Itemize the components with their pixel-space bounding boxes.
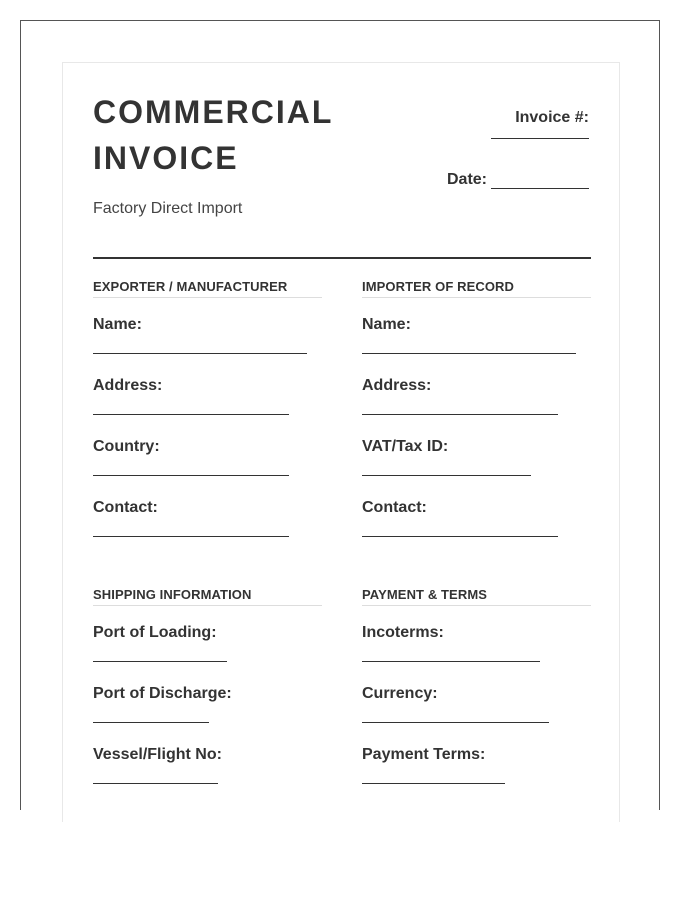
exporter-contact-label: Contact:: [93, 499, 158, 516]
importer-vat-field: [362, 420, 591, 481]
importer-vat-label: VAT/Tax ID:: [362, 438, 449, 455]
importer-section: [362, 279, 591, 542]
exporter-name-input[interactable]: [93, 353, 307, 354]
port-of-loading-input[interactable]: [93, 661, 227, 662]
vessel-flight-input[interactable]: [93, 783, 218, 784]
incoterms-field: [362, 606, 591, 667]
importer-name-input[interactable]: [362, 353, 576, 354]
document-subtitle: Factory Direct Import: [93, 200, 243, 217]
importer-vat-input[interactable]: [362, 475, 531, 476]
shipping-section-title: SHIPPING INFORMATION: [93, 587, 322, 606]
exporter-address-field: [93, 359, 322, 420]
exporter-section-title: EXPORTER / MANUFACTURER: [93, 279, 322, 298]
exporter-name-label: Name:: [93, 316, 142, 333]
importer-name-field: [362, 298, 591, 359]
importer-section-title: IMPORTER OF RECORD: [362, 279, 591, 298]
port-of-discharge-field: [93, 667, 322, 728]
invoice-number-label: Invoice #:: [515, 109, 589, 126]
importer-contact-label: Contact:: [362, 499, 427, 516]
invoice-sheet: [62, 62, 620, 822]
port-of-discharge-input[interactable]: [93, 722, 209, 723]
vessel-flight-label: Vessel/Flight No:: [93, 746, 222, 763]
date-row: [447, 171, 589, 189]
exporter-country-field: [93, 420, 322, 481]
document-frame: [20, 20, 660, 810]
importer-address-field: [362, 359, 591, 420]
importer-address-label: Address:: [362, 377, 432, 394]
incoterms-input[interactable]: [362, 661, 540, 662]
exporter-country-label: Country:: [93, 438, 160, 455]
port-of-loading-label: Port of Loading:: [93, 624, 217, 641]
currency-input[interactable]: [362, 722, 549, 723]
port-of-discharge-label: Port of Discharge:: [93, 685, 232, 702]
incoterms-label: Incoterms:: [362, 624, 444, 641]
port-of-loading-field: [93, 606, 322, 667]
payment-section: [362, 587, 591, 789]
currency-label: Currency:: [362, 685, 438, 702]
importer-address-input[interactable]: [362, 414, 558, 415]
exporter-address-label: Address:: [93, 377, 163, 394]
importer-contact-field: [362, 481, 591, 542]
exporter-contact-input[interactable]: [93, 536, 289, 537]
currency-field: [362, 667, 591, 728]
exporter-name-field: [93, 298, 322, 359]
exporter-section: [93, 279, 322, 542]
payment-section-title: PAYMENT & TERMS: [362, 587, 591, 606]
vessel-flight-field: [93, 728, 322, 789]
date-label: Date:: [446, 171, 487, 188]
importer-contact-input[interactable]: [362, 536, 558, 537]
payment-terms-label: Payment Terms:: [362, 746, 486, 763]
exporter-address-input[interactable]: [93, 414, 289, 415]
shipping-section: [93, 587, 322, 789]
invoice-number-field[interactable]: [491, 138, 589, 139]
document-title: COMMERCIAL INVOICE: [93, 94, 333, 176]
header-divider: [93, 257, 591, 259]
date-field[interactable]: [491, 172, 589, 189]
exporter-country-input[interactable]: [93, 475, 289, 476]
exporter-contact-field: [93, 481, 322, 542]
importer-name-label: Name:: [362, 316, 411, 333]
payment-terms-field: [362, 728, 591, 789]
payment-terms-input[interactable]: [362, 783, 505, 784]
